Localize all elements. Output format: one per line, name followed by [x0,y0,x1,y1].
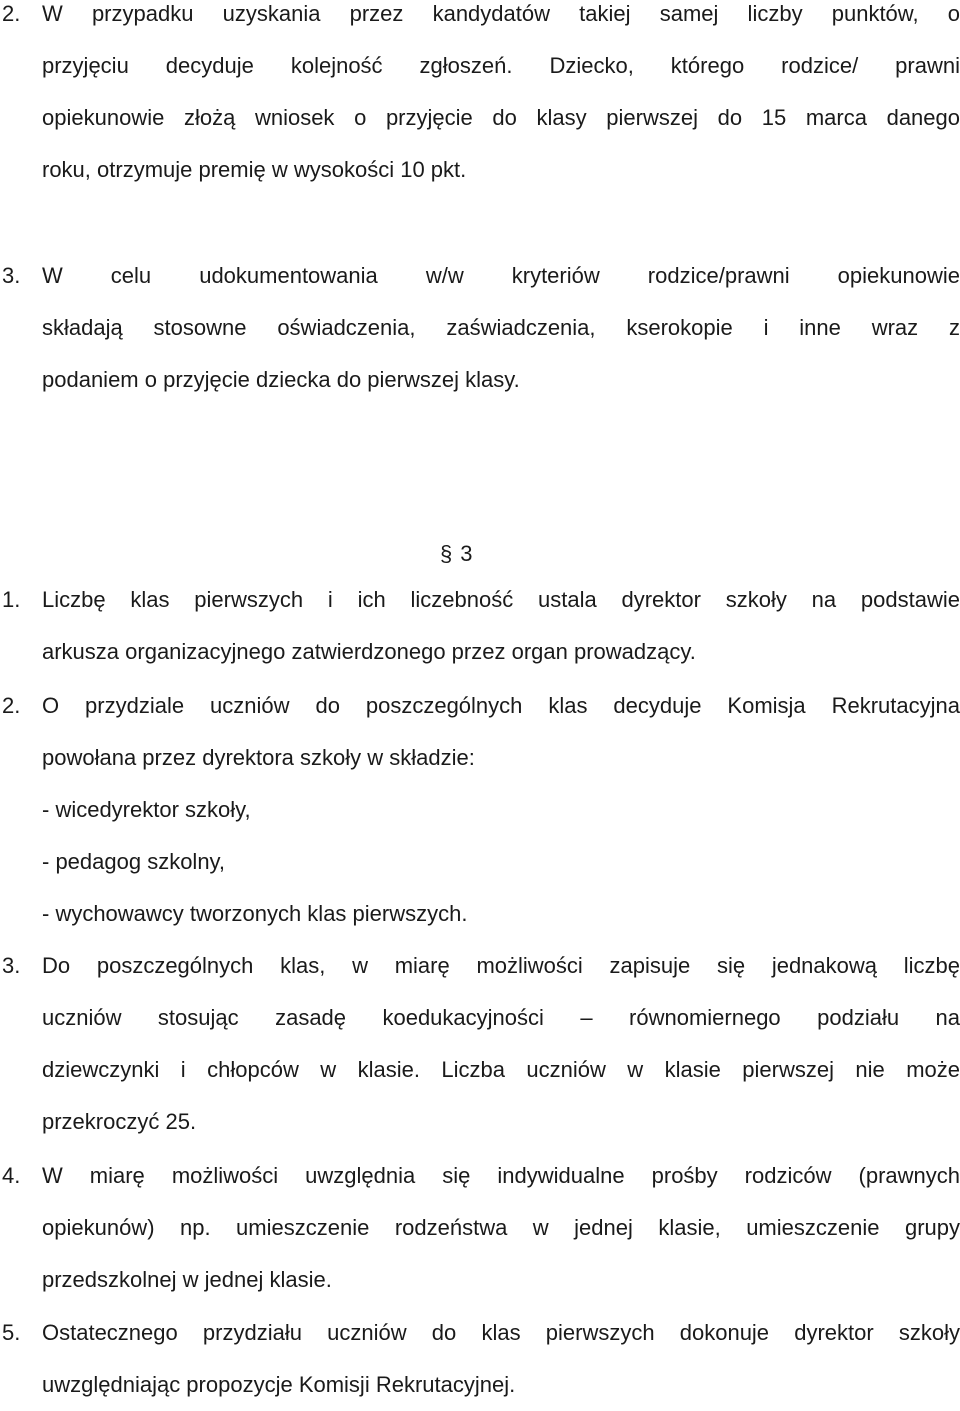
text-line: W przypadku uzyskania przez kandydatów takiej samej liczby punktów, o [42,1,960,26]
text-line: Do poszczególnych klas, w miarę możliwości zapisuje się jednakową liczbę [42,953,960,978]
section-number: 3 [460,541,473,566]
item-text [42,1150,960,1306]
text-line: składają stosowne oświadczenia, zaświadczenia, kserokopie i inne wraz z [42,315,960,340]
item-text [42,680,960,940]
item-number: 2. [2,1,21,26]
item-number: 4. [2,1163,21,1188]
text-line: opiekunów) np. umieszczenie rodzeństwa w jednej klasie, umieszczenie grupy [42,1215,960,1240]
text-line: dziewczynki i chłopców w klasie. Liczba uczniów w klasie pierwszej nie może [42,1057,960,1082]
item-text [42,940,960,1148]
text-line: uczniów stosując zasadę koedukacyjności – równomiernego podziału na [42,1005,960,1030]
item-number: 1. [2,587,21,612]
item-text [42,0,960,196]
text-line: W miarę możliwości uwzględnia się indywidualne prośby rodziców (prawnych [42,1163,960,1188]
item-number: 5. [2,1320,21,1345]
section-symbol: § [440,541,453,566]
item-text [42,1307,960,1411]
text-line: przedszkolnej w jednej klasie. [42,1267,332,1292]
text-line: - wicedyrektor szkoły, [42,797,251,822]
text-line: przekroczyć 25. [42,1109,197,1134]
item-number: 2. [2,693,21,718]
item-text [42,574,960,678]
item-text [42,250,960,406]
text-line: uwzględniając propozycje Komisji Rekrutacyjnej. [42,1372,516,1397]
section-heading [440,528,473,580]
text-line: podaniem o przyjęcie dziecka do pierwszej klasy. [42,367,520,392]
text-line: powołana przez dyrektora szkoły w składzie: [42,745,475,770]
text-line: Ostatecznego przydziału uczniów do klas pierwszych dokonuje dyrektor szkoły [42,1320,960,1345]
text-line: - pedagog szkolny, [42,849,226,874]
text-line: W celu udokumentowania w/w kryteriów rodzice/prawni opiekunowie [42,263,960,288]
text-line: arkusza organizacyjnego zatwierdzonego przez organ prowadzący. [42,639,696,664]
text-line: roku, otrzymuje premię w wysokości 10 pkt. [42,157,467,182]
text-line: O przydziale uczniów do poszczególnych klas decyduje Komisja Rekrutacyjna [42,693,960,718]
text-line: przyjęciu decyduje kolejność zgłoszeń. Dziecko, którego rodzice/ prawni [42,53,960,78]
item-number: 3. [2,263,21,288]
text-line: Liczbę klas pierwszych i ich liczebność ustala dyrektor szkoły na podstawie [42,587,960,612]
text-line: opiekunowie złożą wniosek o przyjęcie do klasy pierwszej do 15 marca danego [42,105,960,130]
text-line: - wychowawcy tworzonych klas pierwszych. [42,901,468,926]
item-number: 3. [2,953,21,978]
